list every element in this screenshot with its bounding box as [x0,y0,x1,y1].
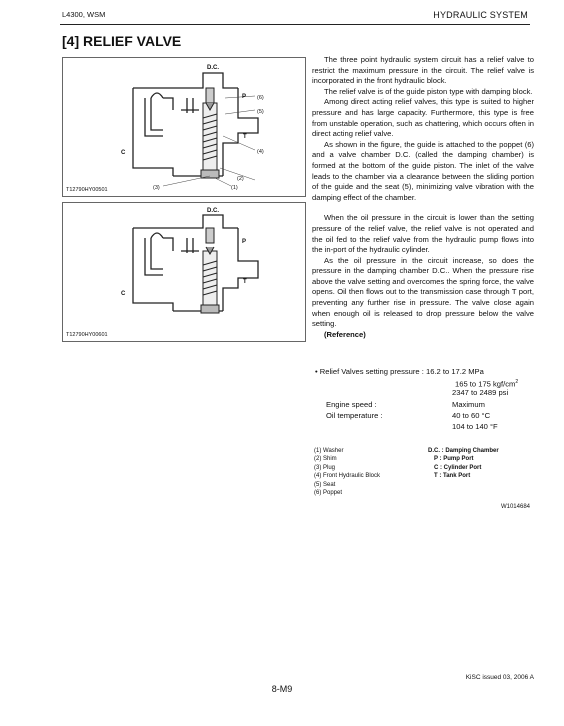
spec-pressure-label: • Relief Valves setting pressure : 16.2 to 17.2 MPa [315,367,484,376]
spec-oil-value-f: 104 to 140 °F [452,422,498,431]
legend-item: (1) Washer [314,448,344,454]
paragraph: The relief valve is of the guide piston type with damping block. [324,86,533,96]
paragraph: When the oil pressure in the circuit is lower than the setting pressure of the relief valve, the relief valve is not operated and the oil fed to the relief valve from the hydraulic pump flows into the in-port of the hydraulic cylinder. [312,213,534,255]
paragraph: As shown in the figure, the guide is attached to the poppet (6) and a valve chamber D.C. (called the damping chamber) is formed at the bottom of the guide piston. The inlet of the valve leads to the chamber via a clearance between the sliding portion of the guide and the seat (5), minimizing valve vibration with the damping effect of the chamber. [312,139,534,202]
header-rule [60,24,530,25]
legend-item: (2) Shim [314,456,337,463]
spec-oil-value-c: 40 to 60 °C [452,411,491,420]
spec-engine-value: Maximum [452,400,485,409]
figure-2-drawing [63,203,307,343]
legend-item: (3) Plug [314,464,336,471]
label-1: (1) [231,185,238,191]
label-dc: D.C. [207,208,219,214]
legend-ports [428,447,499,481]
label-c: C [121,150,126,156]
spec-pressure-kgf-value: 165 to 175 kgf/cm [455,379,516,389]
figure-1-caption: T12790HY00501 [66,187,108,193]
spec-pressure-kgf-sup: 2 [515,379,519,385]
description-text [312,55,534,340]
reference-heading: (Reference) [324,329,366,339]
label-4: (4) [257,149,264,155]
paragraph: Among direct acting relief valves, this type is suited to higher pressure and has large capacity. Furthermore, this type is free from unstable operation, such as chattering, which occurs often in direct acting relief valve. [312,97,534,139]
paragraph: As the oil pressure in the circuit increase, so does the pressure in the damping chamber D.C.. When the pressure rise above the valve setting and overcomes the spring force, the valve opens. Oil then flows out to the transmission case through T port, preventing any further rise in pressure. The valve close again when enough oil is released to drop pressure below the valve setting. [312,255,534,329]
label-t: T [243,134,247,140]
spec-engine-label: Engine speed : [326,400,377,409]
header-left: L4300, WSM [62,10,106,19]
legend-parts [314,447,380,497]
paragraph: The three point hydraulic system circuit has a relief valve to restrict the maximum pressure in the circuit. The relief valve is incorporated in the front hydraulic block. [312,55,534,86]
label-p: P [242,239,247,245]
figure-1-drawing [63,58,307,198]
label-t: T [243,279,247,285]
figure-2-caption: T12790HY00601 [66,332,108,338]
legend-item: (6) Poppet [314,490,343,497]
page-number: 8-M9 [271,684,293,694]
document-code: W1014684 [500,504,530,510]
legend-item: (4) Front Hydraulic Block [314,473,381,480]
spec-oil-label: Oil temperature : [326,411,383,420]
figure-relief-valve-open [62,202,306,342]
section-title: [4] RELIEF VALVE [62,33,182,49]
label-2: (2) [237,176,244,182]
header-right: HYDRAULIC SYSTEM [433,10,528,20]
spec-pressure-psi: 2347 to 2489 psi [452,388,509,397]
legend-item: P : Pump Port [434,456,474,463]
label-c: C [121,291,126,297]
label-5: (5) [257,109,264,115]
label-p: P [242,94,247,100]
label-3: (3) [153,185,160,191]
label-dc: D.C. [207,65,219,71]
legend-item: T : Tank Port [434,473,471,480]
legend-item: D.C. : Damping Chamber [428,448,499,454]
label-6: (6) [257,95,264,101]
issue-info: KiSC issued 03, 2006 A [465,674,534,681]
legend-item: (5) Seat [314,481,336,488]
legend-item: C : Cylinder Port [434,464,482,471]
figure-relief-valve-closed [62,57,306,197]
